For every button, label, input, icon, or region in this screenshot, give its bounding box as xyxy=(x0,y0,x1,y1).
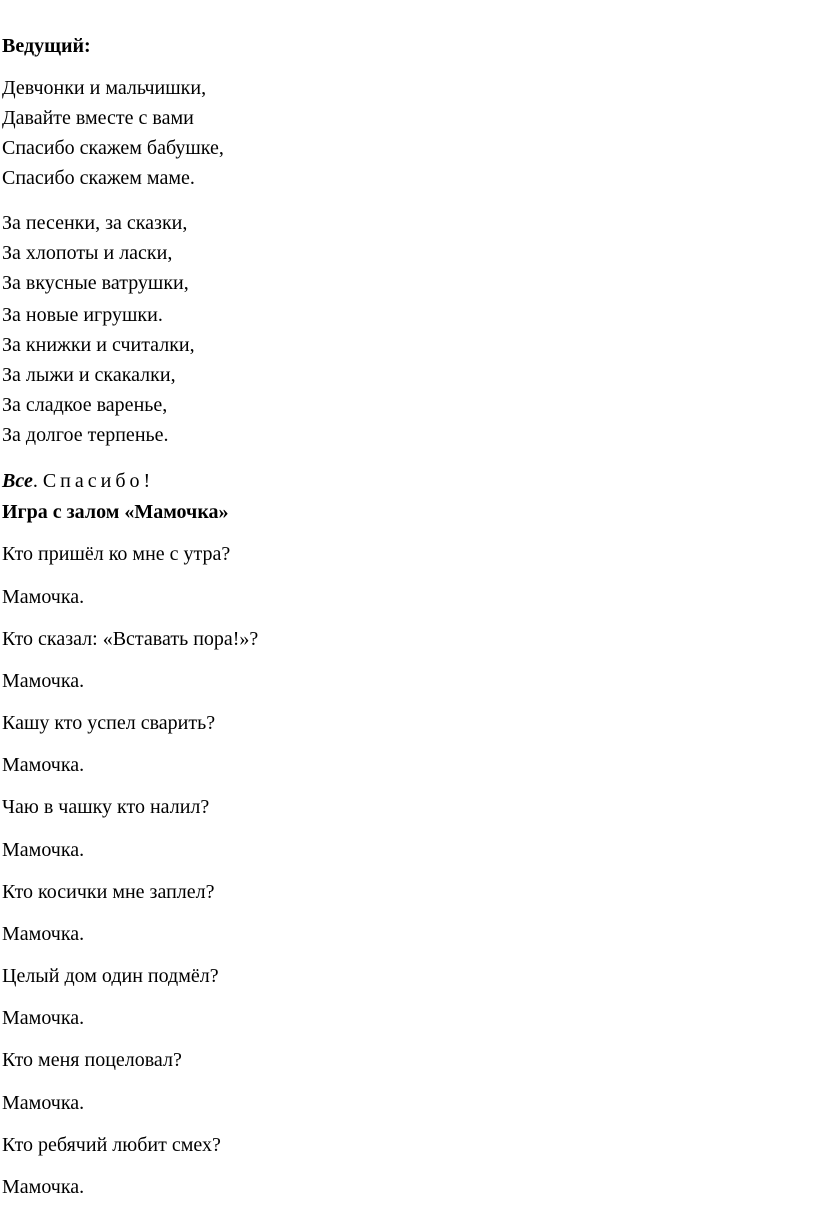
game-title: Игра с залом «Мамочка» xyxy=(2,501,229,523)
stanza1-line: Спасибо скажем бабушке, xyxy=(2,137,224,159)
stanza2-line: За долгое терпенье. xyxy=(2,424,169,446)
dialogue-question: Кто ребячий любит смех? xyxy=(2,1134,221,1156)
speaker-label: Ведущий: xyxy=(2,35,91,57)
stanza2-line: За лыжи и скакалки, xyxy=(2,364,176,386)
stanza1-line: Давайте вместе с вами xyxy=(2,107,194,129)
dialogue-answer: Мамочка. xyxy=(2,923,85,945)
dialogue-answer: Мамочка. xyxy=(2,839,85,861)
dialogue-question: Кто пришёл ко мне с утра? xyxy=(2,543,231,565)
dialogue-question: Чаю в чашку кто налил? xyxy=(2,796,210,818)
stanza2-line: За песенки, за сказки, xyxy=(2,212,188,234)
stanza1-line: Девчонки и мальчишки, xyxy=(2,77,207,99)
dialogue-question: Кашу кто успел сварить? xyxy=(2,712,216,734)
dialogue-question: Кто косички мне заплел? xyxy=(2,881,215,903)
dialogue-answer: Мамочка. xyxy=(2,586,85,608)
stanza2-line: За хлопоты и ласки, xyxy=(2,242,173,264)
chorus-line xyxy=(2,469,154,493)
stanza1-line: Спасибо скажем маме. xyxy=(2,167,195,189)
dialogue-answer: Мамочка. xyxy=(2,1007,85,1029)
chorus-text: Спасибо! xyxy=(42,470,155,492)
dialogue-answer: Мамочка. xyxy=(2,1176,85,1198)
dialogue-question: Кто сказал: «Вставать пора!»? xyxy=(2,628,259,650)
dialogue-answer: Мамочка. xyxy=(2,1092,85,1114)
stanza2-line: За новые игрушки. xyxy=(2,304,163,326)
dialogue-answer: Мамочка. xyxy=(2,754,85,776)
chorus-separator: . xyxy=(32,470,38,492)
stanza2-line: За книжки и считалки, xyxy=(2,334,195,356)
dialogue-question: Целый дом один подмёл? xyxy=(2,965,219,987)
dialogue-answer: Мамочка. xyxy=(2,670,85,692)
stanza2-line: За сладкое варенье, xyxy=(2,394,168,416)
dialogue-question: Кто меня поцеловал? xyxy=(2,1049,182,1071)
chorus-speaker: Все xyxy=(2,470,33,492)
stanza2-line: За вкусные ватрушки, xyxy=(2,272,189,294)
